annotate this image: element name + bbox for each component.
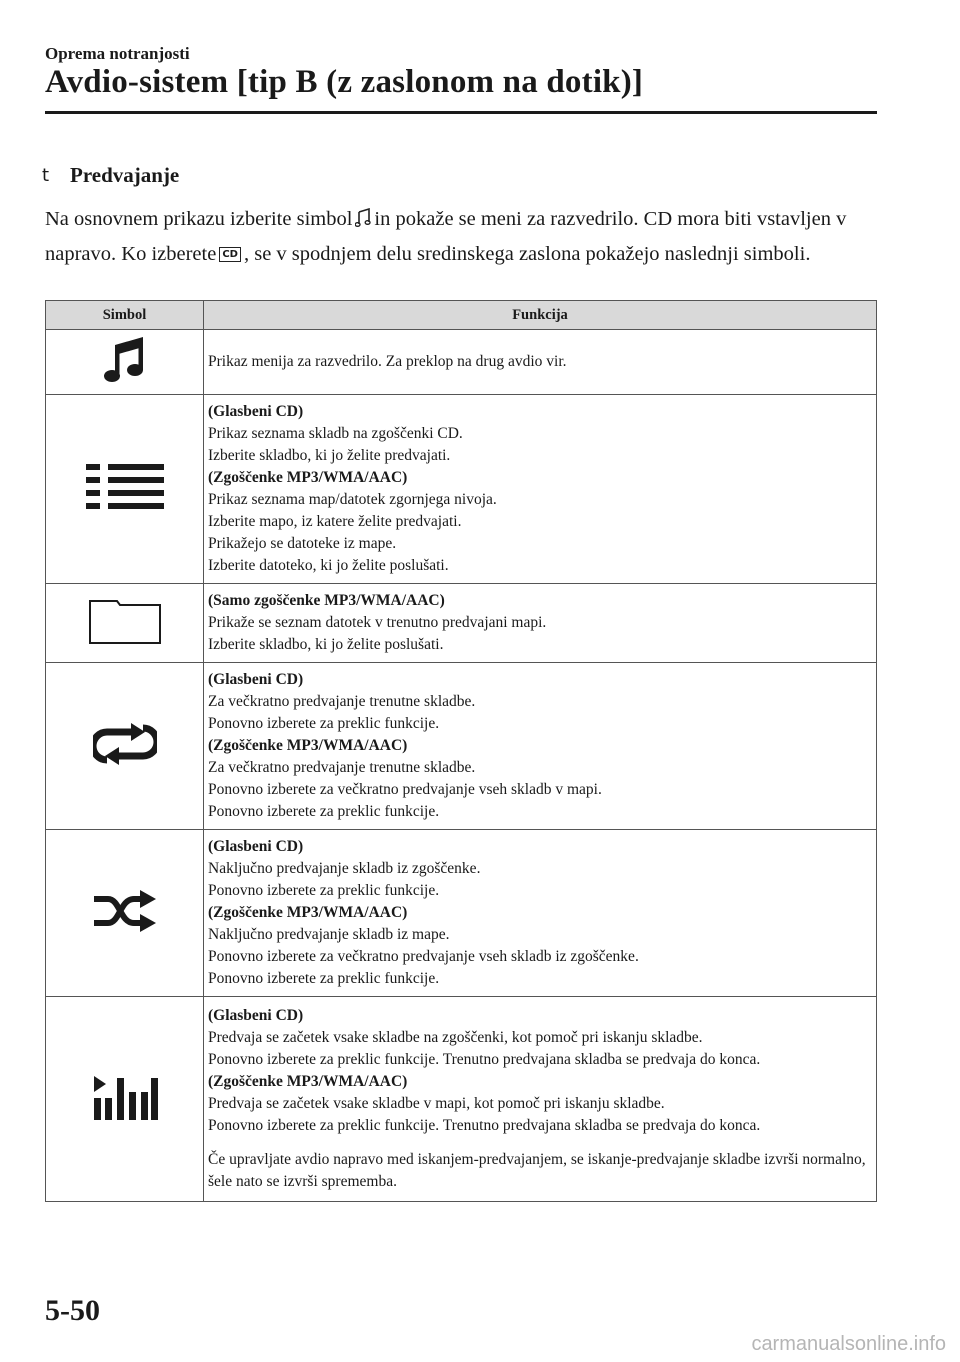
function-text: Prikaže se seznam datotek v trenutno predvajani mapi. [208,614,547,631]
table-row [46,395,877,584]
section-label: Oprema notranjosti [45,44,190,63]
symbol-cell [46,663,204,830]
function-text: Predvaja se začetek vsake skladbe v mapi, kot pomoč pri iskanju skladbe. [208,1095,665,1112]
page-number: 5-50 [45,1294,100,1327]
function-text: Ponovno izberete za večkratno predvajanje vseh skladb iz zgoščenke. [208,948,639,965]
function-cell [204,330,877,395]
function-subheading: (Glasbeni CD) [208,671,304,688]
watermark: carmanualsonline.info [751,1333,946,1355]
symbol-cell [46,997,204,1202]
symbol-cell [46,584,204,663]
function-subheading: (Glasbeni CD) [208,403,304,420]
table-row [46,330,877,395]
symbol-cell [46,830,204,997]
line-gap [208,1137,870,1149]
cd-icon: CD [219,247,241,262]
table-row [46,997,877,1202]
intro-text-3: , se v spodnjem delu sredinskega zaslona pokažejo naslednji simboli. [243,243,811,265]
function-text: Prikaz seznama skladb na zgoščenki CD. [208,425,463,442]
function-text: Ponovno izberete za preklic funkcije. [208,715,440,732]
function-subheading: (Glasbeni CD) [208,1007,304,1024]
page-title: Avdio-sistem [tip B (z zaslonom na dotik)] [45,64,644,100]
table-row [46,584,877,663]
music-note-inline-icon [355,206,371,238]
function-subheading: (Glasbeni CD) [208,838,304,855]
table-row [46,663,877,830]
header-divider [45,111,877,114]
symbol-cell [46,395,204,584]
column-header-symbol: Simbol [46,301,204,330]
repeat-icon [93,722,157,766]
function-text: Prikažejo se datoteke iz mape. [208,535,397,552]
function-text: Prikaz menija za razvedrilo. Za preklop na drug avdio vir. [208,353,567,370]
table-row [46,830,877,997]
function-text: Ponovno izberete za preklic funkcije. [208,803,440,820]
function-subheading: (Zgoščenke MP3/WMA/AAC) [208,469,408,486]
music-note-icon [103,335,147,385]
function-text: Ponovno izberete za preklic funkcije. Trenutno predvajana skladba se predvaja do konca. [208,1051,761,1068]
symbol-table [45,300,877,1202]
function-subheading: (Zgoščenke MP3/WMA/AAC) [208,1073,408,1090]
function-text: Izberite skladbo, ki jo želite predvajati. [208,447,451,464]
shuffle-icon [92,889,158,933]
function-subheading: (Samo zgoščenke MP3/WMA/AAC) [208,592,445,609]
bullet-icon: t [42,165,50,186]
function-cell [204,663,877,830]
function-text: Za večkratno predvajanje trenutne skladbe. [208,759,476,776]
intro-text-2: in pokaže se meni za razvedrilo. CD mora biti vstavljen v napravo. Ko izberete [45,208,847,265]
folder-icon [89,598,161,644]
function-text: Izberite skladbo, ki jo želite poslušati. [208,636,444,653]
function-subheading: (Zgoščenke MP3/WMA/AAC) [208,737,408,754]
list-icon [86,464,164,510]
function-cell [204,997,877,1202]
section-heading [42,163,179,188]
function-text: Ponovno izberete za preklic funkcije. Trenutno predvajana skladba se predvaja do konca. [208,1117,761,1134]
function-text: Predvaja se začetek vsake skladbe na zgoščenki, kot pomoč pri iskanju skladbe. [208,1029,703,1046]
section-heading-text: Predvajanje [70,163,180,187]
function-text: Izberite mapo, iz katere želite predvajati. [208,513,462,530]
function-text: Naključno predvajanje skladb iz mape. [208,926,450,943]
function-text: Izberite datoteko, ki jo želite poslušati. [208,557,449,574]
function-text: Prikaz seznama map/datotek zgornjega nivoja. [208,491,497,508]
function-text: Ponovno izberete za preklic funkcije. [208,882,440,899]
function-cell [204,830,877,997]
function-text: Ponovno izberete za večkratno predvajanje vseh skladb v mapi. [208,781,602,798]
intro-paragraph [45,203,875,270]
function-text: Za večkratno predvajanje trenutne skladbe. [208,693,476,710]
scan-icon [92,1074,158,1120]
function-text: Ponovno izberete za preklic funkcije. [208,970,440,987]
intro-text-1: Na osnovnem prikazu izberite simbol [45,208,353,230]
column-header-function: Funkcija [204,301,877,330]
symbol-cell [46,330,204,395]
function-cell [204,395,877,584]
function-text: Če upravljate avdio napravo med iskanjem-predvajanjem, se iskanje-predvajanje skladbe izvrši normalno, šele nato se izvrši sprememba. [208,1151,866,1190]
function-text: Naključno predvajanje skladb iz zgoščenke. [208,860,481,877]
table-header-row [46,301,877,330]
function-cell [204,584,877,663]
function-subheading: (Zgoščenke MP3/WMA/AAC) [208,904,408,921]
